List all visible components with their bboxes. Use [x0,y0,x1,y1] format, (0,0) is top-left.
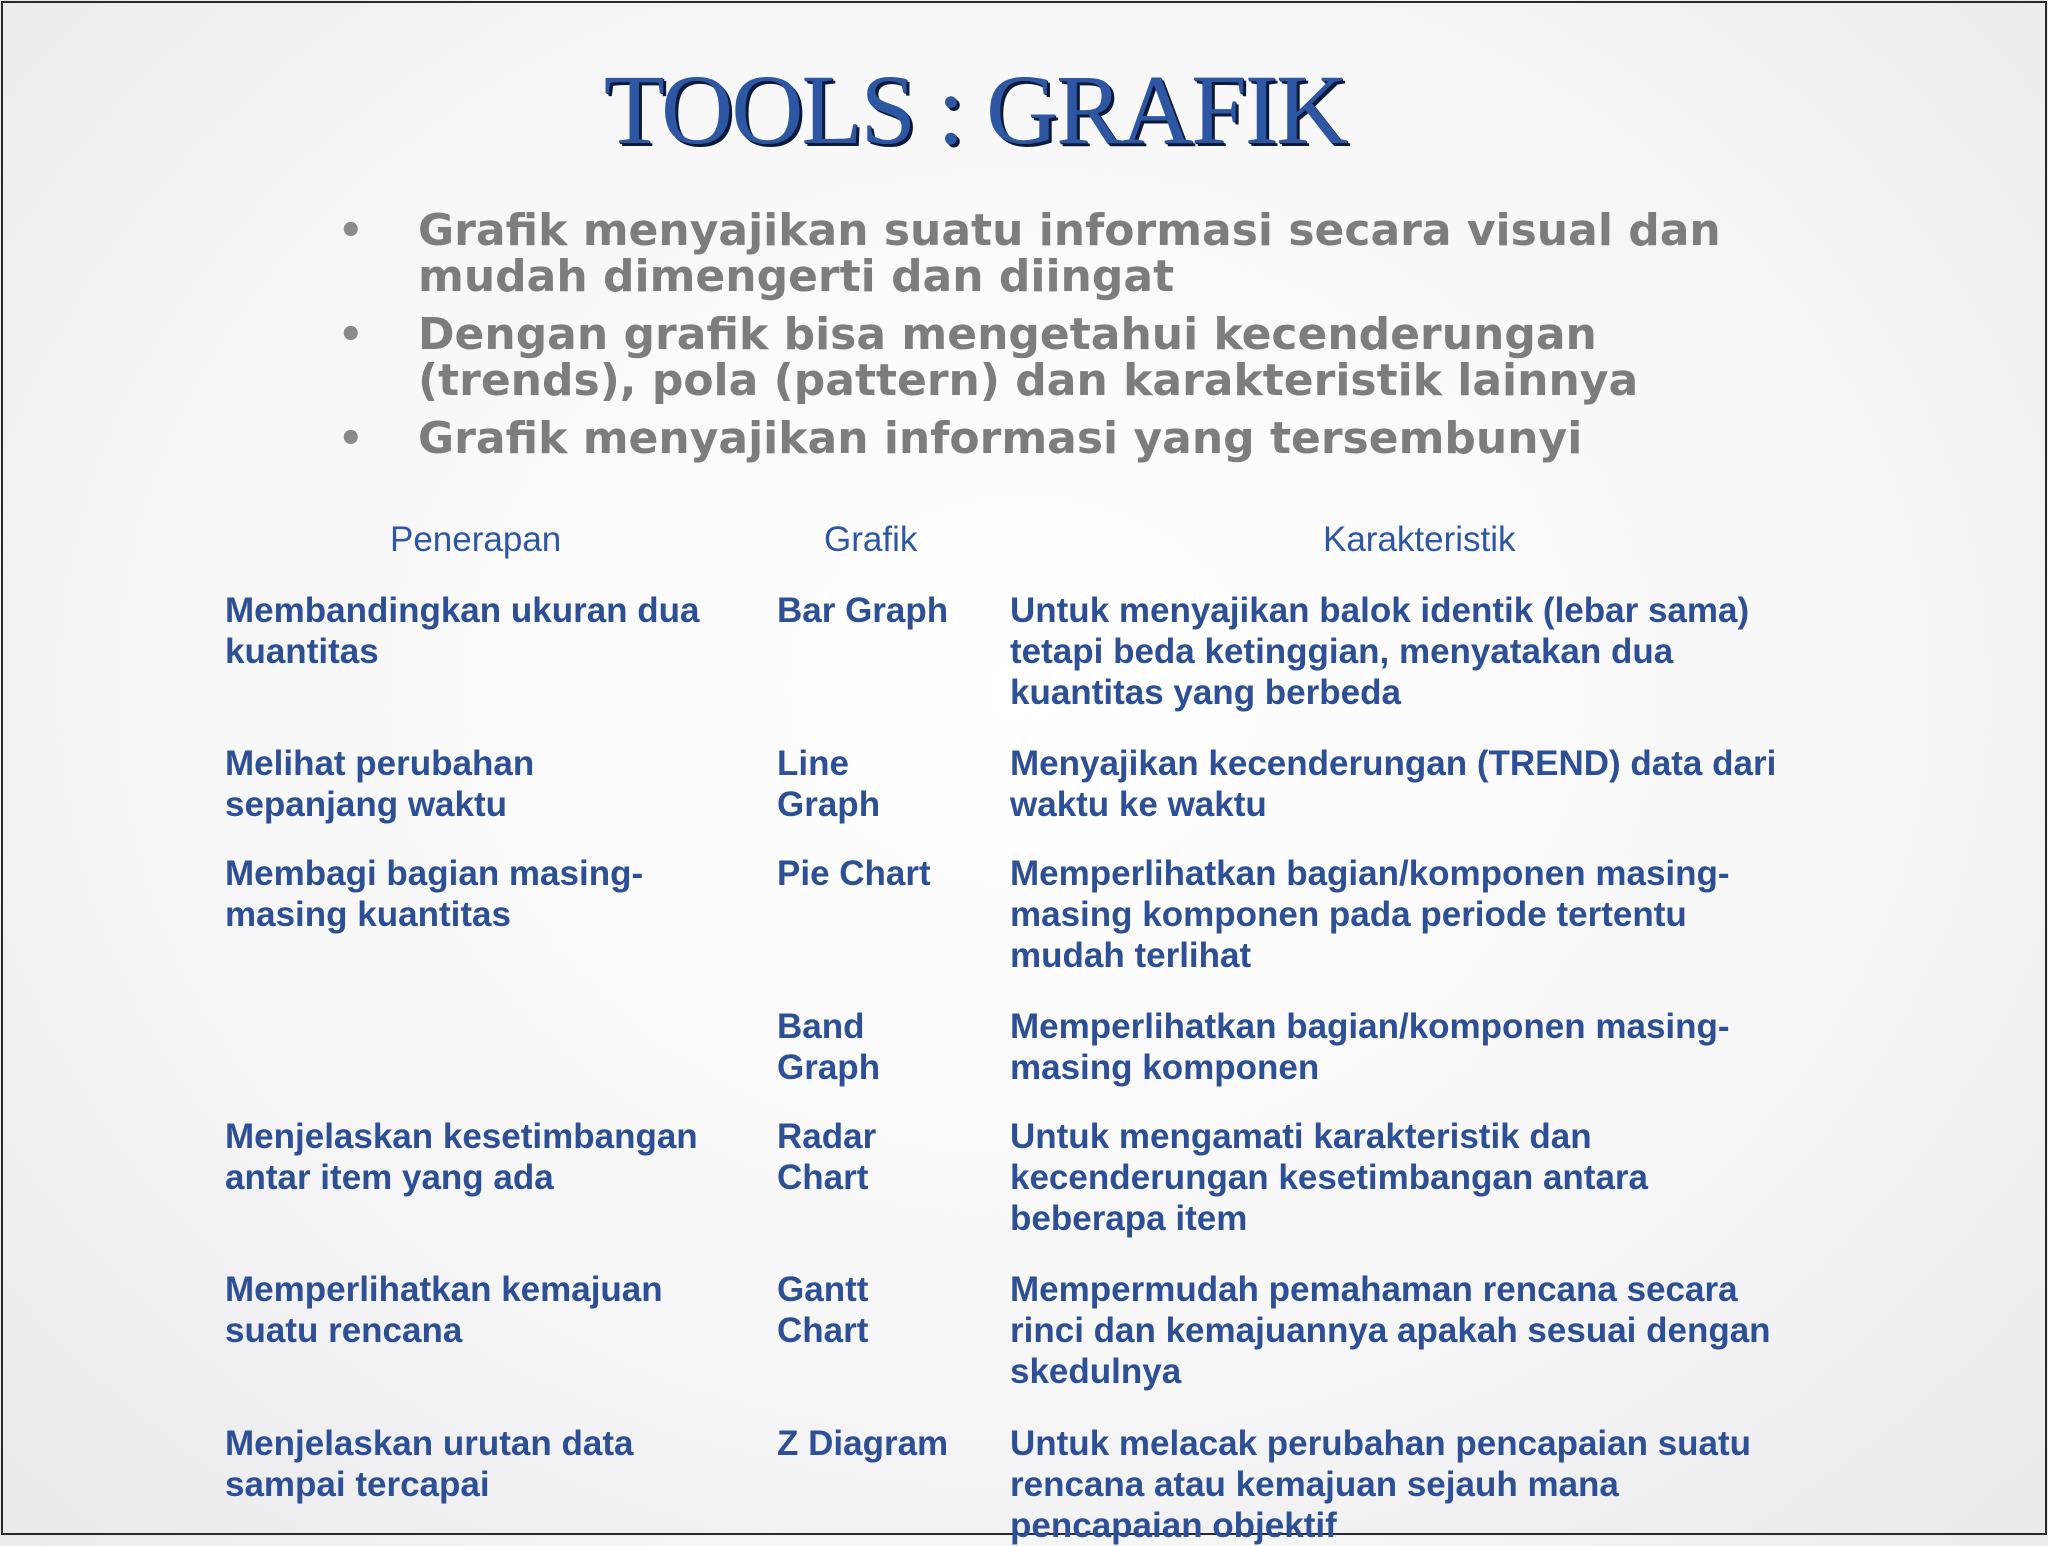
cell-grafik: Bar Graph [777,591,949,630]
cell-grafik: Z Diagram [777,1424,949,1463]
cell-penerapan: Menjelaskan kesetimbangan antar item yang ada [225,1117,698,1197]
bullet-text: Dengan grafik bisa mengetahui kecenderungan (trends), pola (pattern) dan karakteristik lainnya [418,309,1639,406]
header-karakteristik: Karakteristik [1323,520,1516,559]
slide-title: TOOLS : GRAFIK [603,54,1347,165]
header-grafik: Grafik [824,520,918,559]
cell-penerapan: Membagi bagian masing- masing kuantitas [225,854,644,934]
cell-grafik: Gantt Chart [777,1270,869,1350]
cell-penerapan: Memperlihatkan kemajuan suatu rencana [225,1270,663,1350]
header-penerapan: Penerapan [390,520,562,559]
cell-penerapan: Membandingkan ukuran dua kuantitas [225,591,700,671]
bullet-dot-icon: • [338,416,364,462]
cell-grafik: Pie Chart [777,854,931,893]
bullet-dot-icon: • [338,312,364,358]
cell-karakteristik: Memperlihatkan bagian/komponen masing- masing komponen pada periode tertentu mudah terlihat [1010,854,1730,975]
cell-karakteristik: Menyajikan kecenderungan (TREND) data dari waktu ke waktu [1010,744,1777,824]
bullet-text: Grafik menyajikan suatu informasi secara visual dan mudah dimengerti dan diingat [418,205,1721,302]
cell-grafik: Band Graph [777,1007,881,1087]
cell-karakteristik: Untuk menyajikan balok identik (lebar sama) tetapi beda ketinggian, menyatakan dua kuantitas yang berbeda [1010,591,1750,712]
cell-penerapan: Menjelaskan urutan data sampai tercapai [225,1424,634,1504]
cell-penerapan: Melihat perubahan sepanjang waktu [225,744,535,824]
cell-karakteristik: Mempermudah pemahaman rencana secara rinci dan kemajuannya apakah sesuai dengan skedulnya [1010,1270,1771,1391]
bullet-text: Grafik menyajikan informasi yang tersembunyi [418,413,1583,464]
cell-karakteristik: Untuk melacak perubahan pencapaian suatu rencana atau kemajuan sejauh mana pencapaian objektif [1010,1424,1752,1545]
cell-grafik: Line Graph [777,744,881,824]
cell-grafik: Radar Chart [777,1117,877,1197]
bullet-dot-icon: • [338,208,364,254]
cell-karakteristik: Untuk mengamati karakteristik dan kecenderungan kesetimbangan antara beberapa item [1010,1117,1648,1238]
cell-karakteristik: Memperlihatkan bagian/komponen masing- masing komponen [1010,1007,1730,1087]
